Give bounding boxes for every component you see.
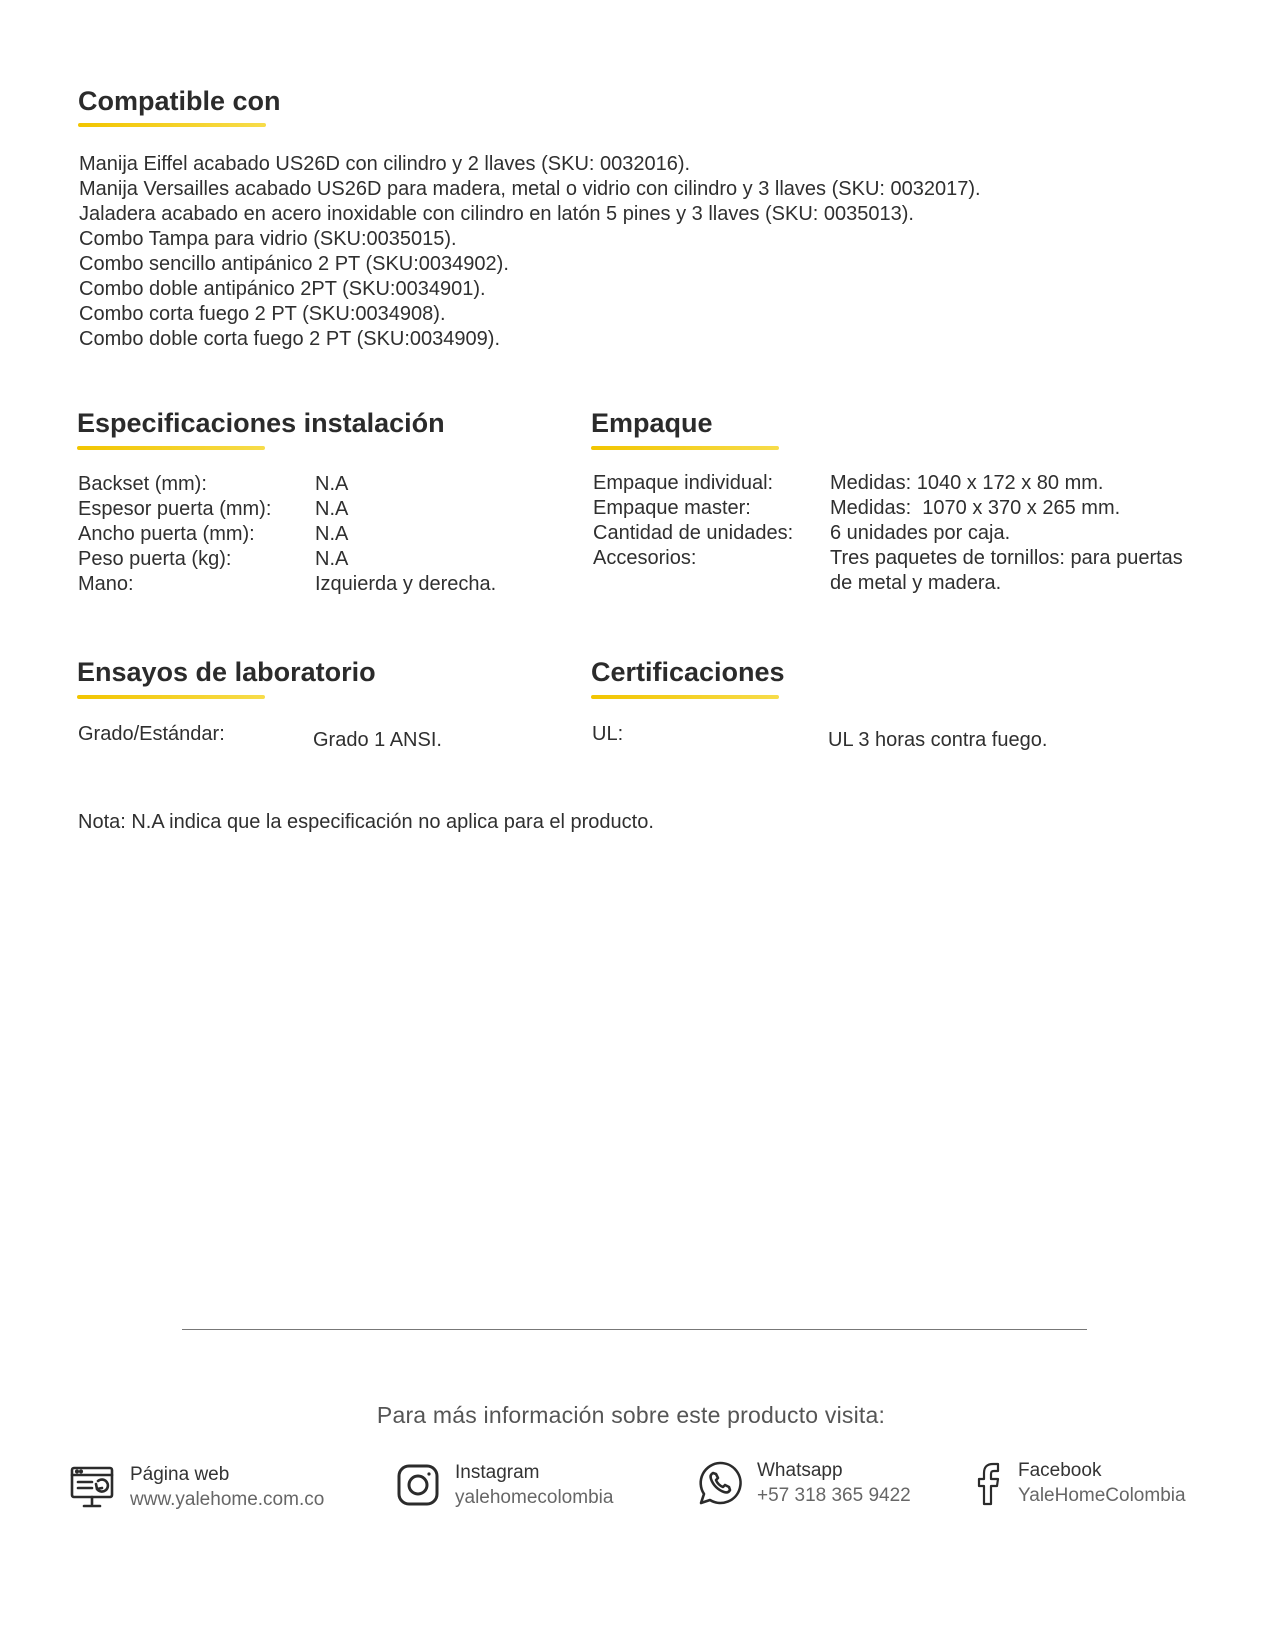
spec-value: Izquierda y derecha. bbox=[315, 573, 497, 595]
packaging-title-underline bbox=[591, 446, 779, 450]
compatible-title-underline bbox=[78, 123, 266, 127]
spec-key: Ancho puerta (mm): bbox=[78, 523, 255, 545]
installation-title: Especificaciones instalación bbox=[77, 408, 445, 438]
web-browser-icon bbox=[70, 1464, 116, 1510]
contact-value[interactable]: www.yalehome.com.co bbox=[130, 1489, 325, 1510]
compatible-list bbox=[79, 152, 981, 352]
contact-label: Whatsapp bbox=[757, 1460, 843, 1481]
spec-value: N.A bbox=[315, 498, 349, 520]
compatible-item: Jaladera acabado en acero inoxidable con cilindro en latón 5 pines y 3 llaves (SKU: 0035013). bbox=[79, 203, 914, 225]
contact-label: Facebook bbox=[1018, 1460, 1102, 1481]
contact-label: Página web bbox=[130, 1464, 230, 1485]
compatible-item: Combo corta fuego 2 PT (SKU:0034908). bbox=[79, 303, 446, 325]
spec-key: Cantidad de unidades: bbox=[593, 522, 794, 544]
contact-facebook[interactable] bbox=[970, 1458, 1186, 1508]
spec-value: Medidas: 1040 x 172 x 80 mm. bbox=[830, 472, 1104, 494]
spec-key: Accesorios: bbox=[593, 547, 697, 569]
contact-instagram[interactable] bbox=[395, 1460, 613, 1510]
certifications-specs bbox=[592, 722, 1212, 753]
certifications-title-underline bbox=[591, 695, 779, 699]
compatible-item: Combo sencillo antipánico 2 PT (SKU:0034902). bbox=[79, 253, 509, 275]
spec-row bbox=[593, 521, 1213, 546]
spec-key: Peso puerta (kg): bbox=[78, 548, 232, 570]
spec-value: Tres paquetes de tornillos: para puertas de metal y madera. bbox=[830, 547, 1183, 594]
spec-value: Grado 1 ANSI. bbox=[313, 729, 442, 751]
whatsapp-icon bbox=[697, 1460, 743, 1506]
spec-row bbox=[593, 496, 1213, 521]
spec-key: Espesor puerta (mm): bbox=[78, 498, 272, 520]
facebook-icon bbox=[970, 1460, 1008, 1506]
footer-title: Para más información sobre este producto visita: bbox=[376, 1402, 886, 1428]
compatible-item: Combo doble antipánico 2PT (SKU:0034901). bbox=[79, 278, 486, 300]
spec-row bbox=[593, 471, 1213, 496]
spec-row bbox=[592, 722, 1212, 753]
packaging-specs bbox=[593, 471, 1213, 596]
spec-value: Medidas: 1070 x 370 x 265 mm. bbox=[830, 497, 1121, 519]
spec-row bbox=[593, 546, 1213, 596]
compatible-item: Manija Versailles acabado US26D para madera, metal o vidrio con cilindro y 3 llaves (SKU: 0032017). bbox=[79, 178, 981, 200]
installation-specs bbox=[78, 472, 528, 597]
compatible-item: Manija Eiffel acabado US26D con cilindro y 2 llaves (SKU: 0032016). bbox=[79, 153, 691, 175]
installation-title-underline bbox=[77, 446, 265, 450]
spec-key: Backset (mm): bbox=[78, 473, 207, 495]
spec-value: N.A bbox=[315, 523, 349, 545]
spec-value: N.A bbox=[315, 548, 349, 570]
note-text: Nota: N.A indica que la especificación no aplica para el producto. bbox=[78, 811, 654, 833]
spec-row bbox=[78, 472, 528, 497]
contact-whatsapp[interactable] bbox=[697, 1458, 911, 1508]
spec-value: N.A bbox=[315, 473, 349, 495]
contact-web[interactable] bbox=[70, 1462, 324, 1512]
contact-value[interactable]: YaleHomeColombia bbox=[1018, 1485, 1186, 1506]
spec-key: Mano: bbox=[78, 573, 134, 595]
lab-tests-title: Ensayos de laboratorio bbox=[77, 657, 376, 687]
spec-value: 6 unidades por caja. bbox=[830, 522, 1011, 544]
spec-row bbox=[78, 497, 528, 522]
spec-row bbox=[78, 522, 528, 547]
lab-tests-specs bbox=[78, 722, 528, 753]
spec-row bbox=[78, 547, 528, 572]
spec-key: Empaque individual: bbox=[593, 472, 774, 494]
certifications-title: Certificaciones bbox=[591, 657, 785, 687]
instagram-icon bbox=[395, 1462, 441, 1508]
contact-value[interactable]: yalehomecolombia bbox=[455, 1487, 614, 1508]
footer-divider bbox=[182, 1329, 1087, 1330]
contact-value[interactable]: +57 318 365 9422 bbox=[757, 1485, 911, 1506]
packaging-title: Empaque bbox=[591, 408, 713, 438]
contact-label: Instagram bbox=[455, 1462, 540, 1483]
spec-value: UL 3 horas contra fuego. bbox=[828, 729, 1048, 751]
compatible-item: Combo Tampa para vidrio (SKU:0035015). bbox=[79, 228, 457, 250]
spec-key: Empaque master: bbox=[593, 497, 751, 519]
lab-tests-title-underline bbox=[77, 695, 265, 699]
compatible-item: Combo doble corta fuego 2 PT (SKU:0034909). bbox=[79, 328, 500, 350]
compatible-title: Compatible con bbox=[78, 86, 281, 116]
spec-row bbox=[78, 722, 528, 753]
spec-row bbox=[78, 572, 528, 597]
spec-key: Grado/Estándar: bbox=[78, 723, 225, 745]
spec-key: UL: bbox=[592, 723, 624, 745]
